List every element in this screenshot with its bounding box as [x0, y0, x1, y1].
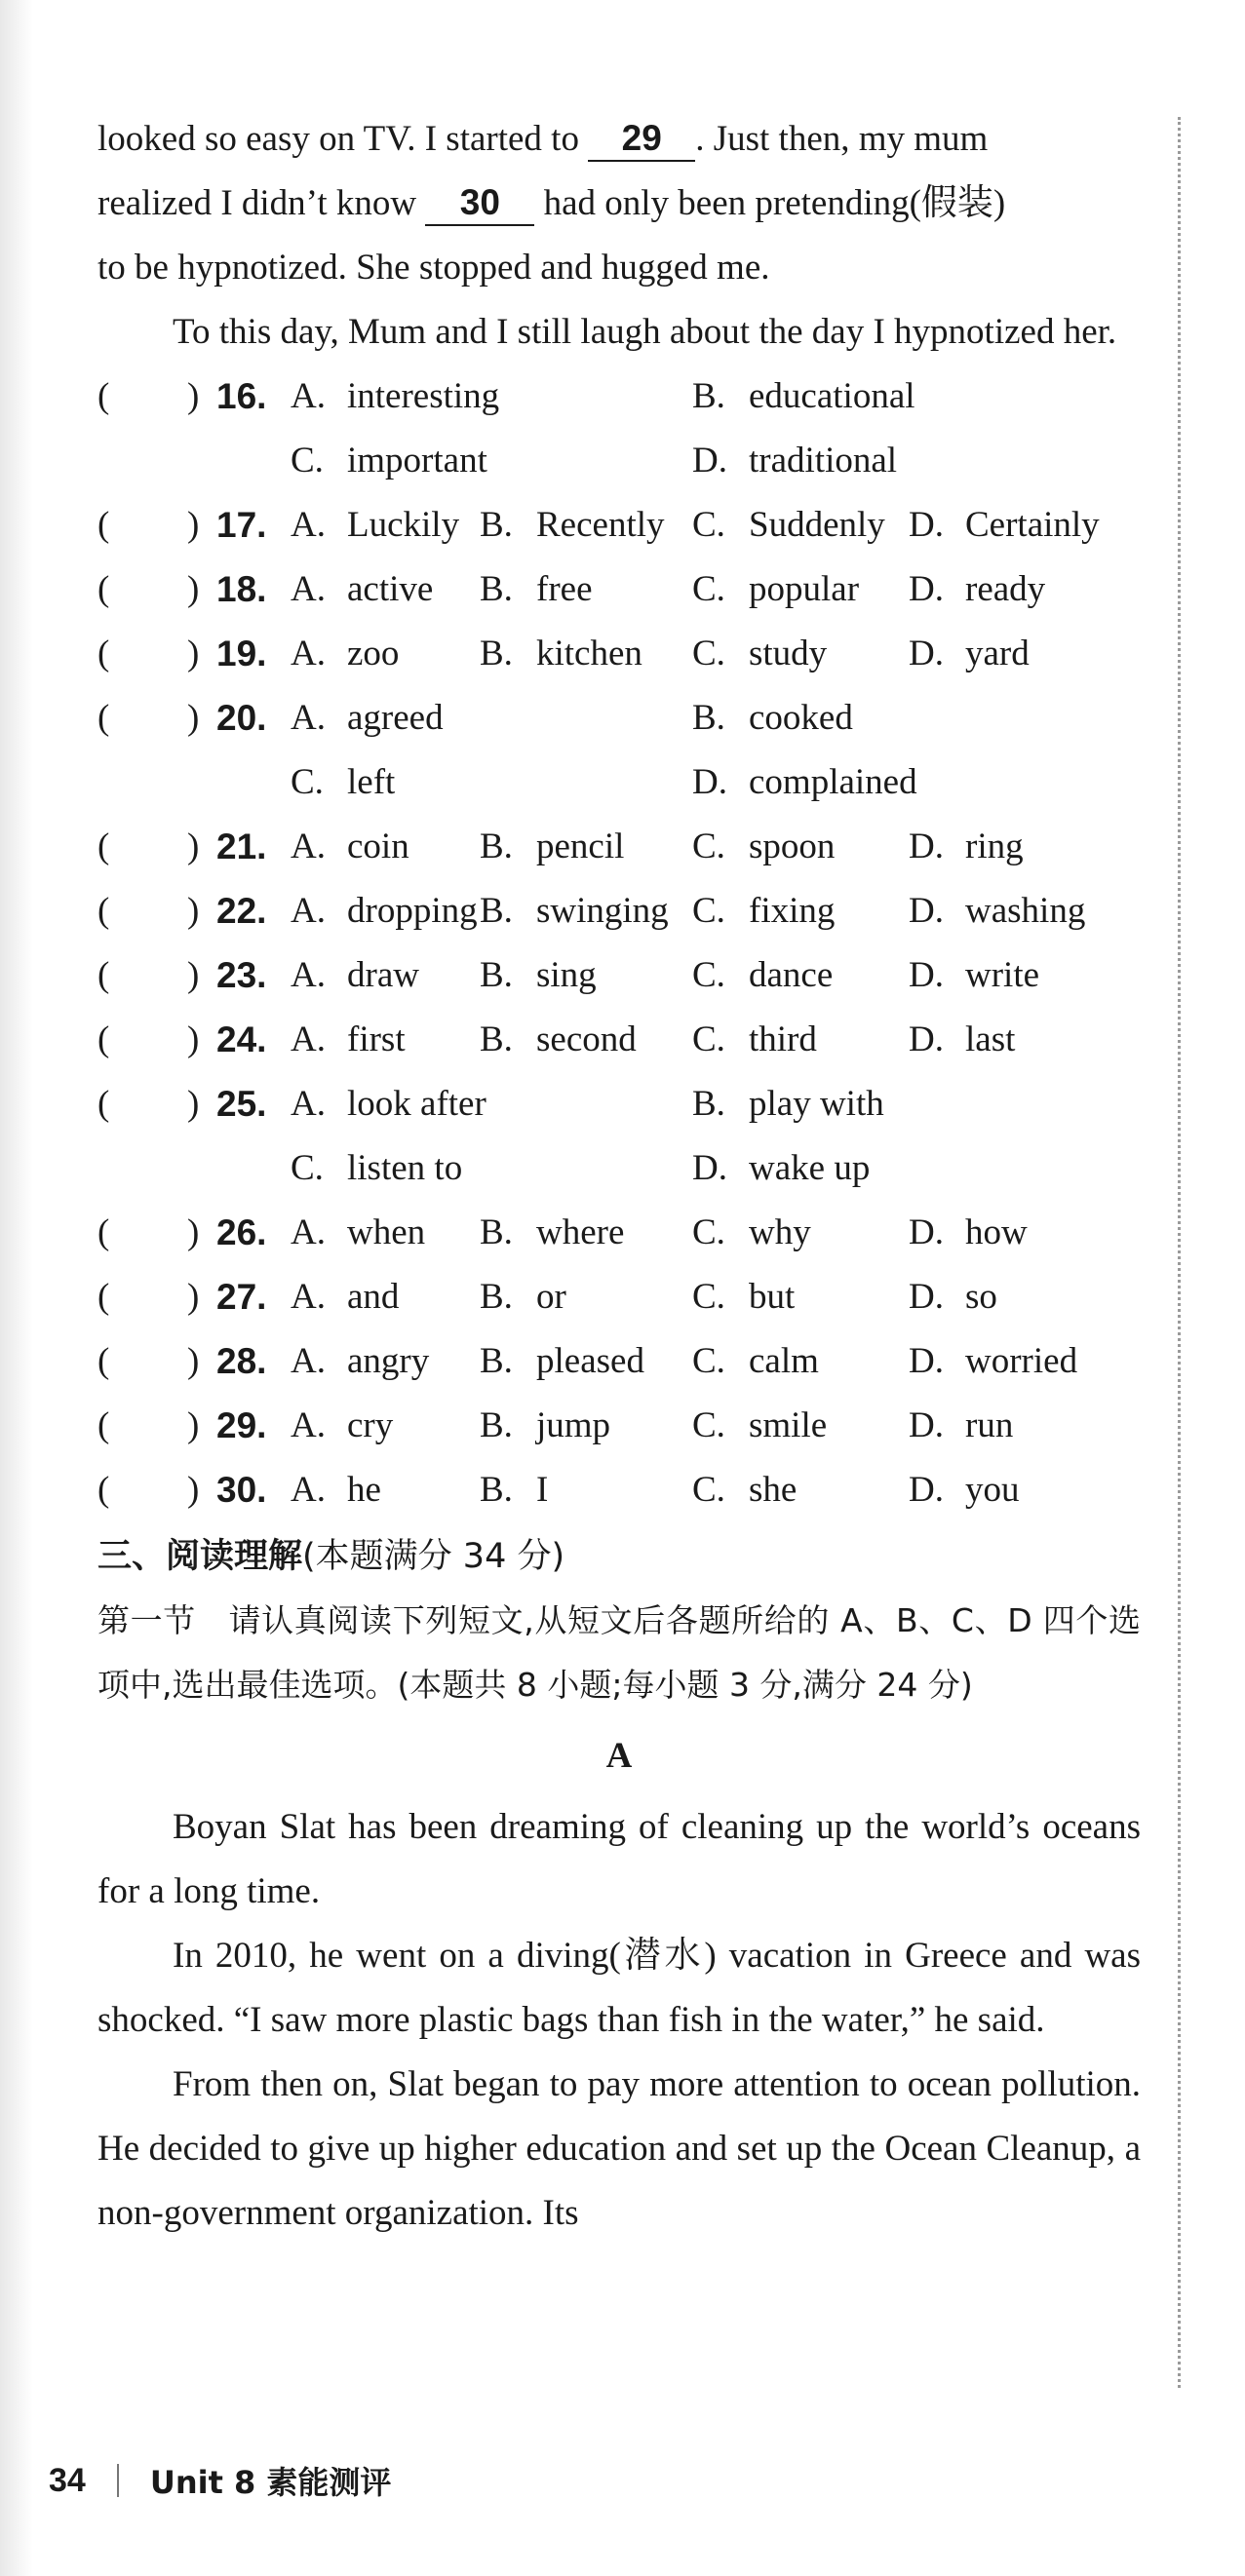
option-text: yard — [965, 634, 1030, 673]
question-number: 21. — [216, 827, 267, 866]
question-number: 25. — [216, 1084, 267, 1124]
option-letter: C. — [692, 634, 725, 673]
answer-paren-right: ) — [187, 1277, 200, 1317]
option-d[interactable] — [909, 493, 1100, 557]
option-letter: D. — [909, 1405, 944, 1445]
question-row — [97, 1329, 1141, 1394]
option-text: spoon — [749, 827, 836, 866]
answer-paren-left: ( — [97, 1341, 110, 1381]
option-letter: D. — [909, 1341, 944, 1381]
option-text: or — [536, 1277, 566, 1317]
option-text: smile — [749, 1405, 828, 1445]
option-text: second — [536, 1019, 637, 1059]
option-a[interactable] — [291, 622, 399, 686]
option-text: why — [749, 1212, 811, 1252]
option-d[interactable] — [909, 1329, 1077, 1394]
question-row — [97, 1265, 1141, 1329]
option-letter: B. — [692, 376, 725, 416]
option-letter: D. — [692, 762, 727, 802]
option-text: draw — [347, 955, 419, 995]
option-text: agreed — [347, 698, 444, 738]
option-text: Certainly — [965, 505, 1100, 545]
answer-box[interactable] — [115, 694, 183, 743]
answer-paren-right: ) — [187, 1212, 200, 1252]
option-letter: D. — [909, 634, 944, 673]
question-number: 29. — [216, 1405, 267, 1445]
option-d[interactable] — [692, 429, 897, 493]
option-letter: D. — [909, 891, 944, 931]
option-text: left — [347, 762, 396, 802]
option-letter: C. — [291, 762, 324, 802]
option-c[interactable] — [692, 1008, 817, 1072]
option-d[interactable] — [692, 1136, 870, 1201]
answer-paren-left: ( — [97, 827, 110, 866]
option-letter: A. — [291, 827, 326, 866]
option-letter: B. — [480, 891, 513, 931]
question-number: 26. — [216, 1212, 267, 1252]
option-letter: B. — [480, 1277, 513, 1317]
text-segment: to be hypnotized. She stopped and hugged me. — [97, 248, 770, 288]
option-d[interactable] — [909, 1008, 1015, 1072]
answer-box[interactable] — [115, 565, 183, 614]
option-letter: C. — [291, 441, 324, 481]
option-letter: B. — [480, 1405, 513, 1445]
answer-box[interactable] — [115, 1209, 183, 1257]
option-text: where — [536, 1212, 625, 1252]
option-text: Luckily — [347, 505, 460, 545]
option-text: traditional — [749, 441, 898, 481]
option-a[interactable] — [291, 557, 433, 622]
option-c[interactable] — [692, 493, 885, 557]
answer-box[interactable] — [115, 630, 183, 678]
option-letter: C. — [692, 1405, 725, 1445]
answer-paren-right: ) — [187, 1405, 200, 1445]
option-text: kitchen — [536, 634, 642, 673]
option-letter: A. — [291, 1019, 326, 1059]
option-letter: D. — [909, 1212, 944, 1252]
question-number: 30. — [216, 1470, 267, 1510]
option-b[interactable] — [692, 1072, 884, 1136]
option-text: play with — [749, 1084, 884, 1124]
option-letter: C. — [692, 1212, 725, 1252]
answer-paren-left: ( — [97, 1212, 110, 1252]
question-row-continued — [97, 1136, 1141, 1201]
option-text: jump — [536, 1405, 611, 1445]
option-text: pencil — [536, 827, 625, 866]
option-text: and — [347, 1277, 400, 1317]
option-a[interactable] — [291, 365, 499, 429]
option-text: listen to — [347, 1148, 463, 1188]
option-letter: C. — [692, 827, 725, 866]
page-edge-shadow — [0, 0, 33, 2576]
option-c[interactable] — [692, 1265, 795, 1329]
option-b[interactable] — [480, 557, 593, 622]
option-letter: D. — [909, 1019, 944, 1059]
option-a[interactable] — [291, 1394, 393, 1458]
option-letter: D. — [909, 505, 944, 545]
option-text: he — [347, 1470, 381, 1510]
option-d[interactable] — [909, 943, 1039, 1008]
option-text: dance — [749, 955, 834, 995]
answer-paren-left: ( — [97, 698, 110, 738]
answer-paren-right: ) — [187, 827, 200, 866]
question-number: 28. — [216, 1341, 267, 1381]
option-letter: D. — [909, 1470, 944, 1510]
answer-paren-left: ( — [97, 505, 110, 545]
option-c[interactable] — [692, 1458, 797, 1522]
option-b[interactable] — [480, 1458, 548, 1522]
option-b[interactable] — [480, 493, 665, 557]
option-letter: D. — [909, 827, 944, 866]
option-letter: C. — [692, 1341, 725, 1381]
option-c[interactable] — [692, 1329, 819, 1394]
option-text: look after — [347, 1084, 486, 1124]
option-text: zoo — [347, 634, 400, 673]
option-text: but — [749, 1277, 796, 1317]
option-c[interactable] — [291, 750, 395, 815]
answer-paren-right: ) — [187, 505, 200, 545]
question-number: 24. — [216, 1019, 267, 1059]
answer-box[interactable] — [115, 951, 183, 1000]
option-text: important — [347, 441, 487, 481]
question-number: 27. — [216, 1277, 267, 1317]
text-segment: had only been pretending(假装) — [534, 183, 1006, 223]
option-letter: A. — [291, 634, 326, 673]
option-text: third — [749, 1019, 817, 1059]
answer-box[interactable] — [115, 1080, 183, 1129]
cloze-question-list — [97, 365, 1141, 1522]
answer-paren-right: ) — [187, 955, 200, 995]
text-segment: . Just then, my mum — [695, 119, 989, 159]
text-segment: looked so easy on TV. I started to — [97, 119, 589, 159]
option-d[interactable] — [909, 815, 1024, 879]
question-row — [97, 1458, 1141, 1522]
option-d[interactable] — [909, 557, 1045, 622]
question-row — [97, 1008, 1141, 1072]
option-letter: A. — [291, 955, 326, 995]
option-d[interactable] — [909, 1201, 1028, 1265]
option-text: last — [965, 1019, 1016, 1059]
page-content — [97, 107, 1141, 2246]
answer-paren-right: ) — [187, 569, 200, 609]
option-b[interactable] — [480, 1394, 610, 1458]
option-b[interactable] — [692, 686, 853, 750]
question-number: 16. — [216, 376, 267, 416]
option-c[interactable] — [692, 1201, 811, 1265]
answer-paren-left: ( — [97, 1277, 110, 1317]
option-b[interactable] — [692, 365, 915, 429]
option-letter: B. — [480, 1341, 513, 1381]
option-text: worried — [965, 1341, 1078, 1381]
answer-paren-right: ) — [187, 634, 200, 673]
option-letter: D. — [909, 1277, 944, 1317]
section-heading — [97, 1524, 1141, 1589]
option-text: cry — [347, 1405, 394, 1445]
text-segment: realized I didn’t know — [97, 183, 426, 223]
option-text: Suddenly — [749, 505, 885, 545]
page-footer — [49, 2456, 391, 2505]
answer-paren-right: ) — [187, 1341, 200, 1381]
section-title: 三、阅读理解 — [97, 1537, 303, 1576]
option-text: first — [347, 1019, 406, 1059]
option-text: active — [347, 569, 434, 609]
option-text: so — [965, 1277, 997, 1317]
option-letter: C. — [692, 569, 725, 609]
option-text: ring — [965, 827, 1024, 866]
answer-paren-left: ( — [97, 634, 110, 673]
option-a[interactable] — [291, 1458, 381, 1522]
option-a[interactable] — [291, 493, 459, 557]
option-text: wake up — [749, 1148, 871, 1188]
answer-paren-right: ) — [187, 698, 200, 738]
option-text: run — [965, 1405, 1014, 1445]
option-d[interactable] — [909, 622, 1030, 686]
option-text: ready — [965, 569, 1046, 609]
option-text: angry — [347, 1341, 430, 1381]
option-letter: B. — [480, 827, 513, 866]
option-c[interactable] — [291, 429, 487, 493]
option-text: when — [347, 1212, 426, 1252]
question-row — [97, 1072, 1141, 1136]
answer-paren-left: ( — [97, 376, 110, 416]
option-letter: A. — [291, 891, 326, 931]
answer-paren-left: ( — [97, 1470, 110, 1510]
section-instruction: 第一节 请认真阅读下列短文,从短文后各题所给的 A、B、C、D 四个选项中,选出最佳选项。(本题共 8 小题;每小题 3 分,满分 24 分) — [97, 1601, 1141, 1704]
answer-paren-left: ( — [97, 569, 110, 609]
option-text: complained — [749, 762, 917, 802]
option-letter: A. — [291, 1405, 326, 1445]
blank-29[interactable]: 29 — [588, 113, 695, 162]
passage-paragraph-2: In 2010, he went on a diving(潜水) vacation in Greece and was shocked. “I saw more plastic bags than fish in the water,” he said. — [97, 1936, 1141, 2040]
answer-box[interactable] — [115, 823, 183, 871]
answer-paren-left: ( — [97, 891, 110, 931]
answer-paren-left: ( — [97, 955, 110, 995]
option-letter: B. — [692, 1084, 725, 1124]
option-text: free — [536, 569, 593, 609]
option-b[interactable] — [480, 1329, 644, 1394]
option-text: educational — [749, 376, 915, 416]
option-text: fixing — [749, 891, 836, 931]
answer-paren-left: ( — [97, 1019, 110, 1059]
question-row-continued — [97, 750, 1141, 815]
option-d[interactable] — [909, 1394, 1013, 1458]
question-row — [97, 815, 1141, 879]
option-letter: C. — [692, 1470, 725, 1510]
option-letter: C. — [692, 505, 725, 545]
answer-paren-right: ) — [187, 1470, 200, 1510]
option-b[interactable] — [480, 1008, 637, 1072]
footer-separator — [117, 2464, 119, 2497]
option-letter: B. — [480, 1470, 513, 1510]
page-number: 34 — [49, 2461, 86, 2499]
question-row — [97, 493, 1141, 557]
option-letter: A. — [291, 698, 326, 738]
option-c[interactable] — [692, 879, 835, 943]
answer-paren-right: ) — [187, 1084, 200, 1124]
option-text: dropping — [347, 891, 478, 931]
option-letter: D. — [692, 1148, 727, 1188]
option-a[interactable] — [291, 686, 444, 750]
option-text: swinging — [536, 891, 669, 931]
question-number: 17. — [216, 505, 267, 545]
answer-box[interactable] — [115, 887, 183, 936]
passage-title: A — [605, 1736, 633, 1776]
question-row — [97, 365, 1141, 429]
passage-closing-paragraph: To this day, Mum and I still laugh about the day I hypnotized her. — [173, 312, 1117, 352]
option-text: how — [965, 1212, 1028, 1252]
answer-paren-left: ( — [97, 1405, 110, 1445]
option-letter: D. — [692, 441, 727, 481]
option-c[interactable] — [692, 815, 835, 879]
option-text: coin — [347, 827, 409, 866]
blank-30[interactable]: 30 — [425, 177, 534, 226]
option-d[interactable] — [692, 750, 917, 815]
option-c[interactable] — [291, 1136, 462, 1201]
option-text: you — [965, 1470, 1020, 1510]
question-row — [97, 943, 1141, 1008]
answer-paren-right: ) — [187, 376, 200, 416]
question-row — [97, 1201, 1141, 1265]
option-letter: B. — [480, 1212, 513, 1252]
question-number: 20. — [216, 698, 267, 738]
option-letter: A. — [291, 569, 326, 609]
option-letter: B. — [480, 1019, 513, 1059]
option-c[interactable] — [692, 1394, 827, 1458]
option-b[interactable] — [480, 815, 624, 879]
option-d[interactable] — [909, 879, 1085, 943]
option-text: I — [536, 1470, 549, 1510]
option-letter: D. — [909, 569, 944, 609]
option-letter: C. — [692, 1019, 725, 1059]
option-text: calm — [749, 1341, 819, 1381]
question-row — [97, 1394, 1141, 1458]
option-text: study — [749, 634, 828, 673]
option-text: interesting — [347, 376, 500, 416]
option-a[interactable] — [291, 943, 419, 1008]
option-letter: C. — [692, 955, 725, 995]
option-a[interactable] — [291, 815, 409, 879]
question-row — [97, 557, 1141, 622]
option-letter: B. — [480, 505, 513, 545]
option-text: pleased — [536, 1341, 644, 1381]
answer-paren-right: ) — [187, 891, 200, 931]
option-b[interactable] — [480, 879, 669, 943]
option-letter: A. — [291, 505, 326, 545]
answer-box[interactable] — [115, 372, 183, 421]
answer-box[interactable] — [115, 1466, 183, 1515]
option-letter: A. — [291, 1212, 326, 1252]
question-number: 22. — [216, 891, 267, 931]
option-d[interactable] — [909, 1458, 1020, 1522]
answer-box[interactable] — [115, 1016, 183, 1064]
option-b[interactable] — [480, 1265, 566, 1329]
passage-paragraph-1: Boyan Slat has been dreaming of cleaning up the world’s oceans for a long time. — [97, 1807, 1141, 1911]
option-b[interactable] — [480, 943, 597, 1008]
question-number: 19. — [216, 634, 267, 673]
option-text: popular — [749, 569, 860, 609]
option-a[interactable] — [291, 1072, 486, 1136]
option-letter: B. — [692, 698, 725, 738]
option-letter: C. — [692, 891, 725, 931]
option-letter: D. — [909, 955, 944, 995]
question-row — [97, 686, 1141, 750]
option-d[interactable] — [909, 1265, 997, 1329]
answer-paren-right: ) — [187, 1019, 200, 1059]
answer-box[interactable] — [115, 1402, 183, 1450]
question-number: 23. — [216, 955, 267, 995]
answer-box[interactable] — [115, 1337, 183, 1386]
option-a[interactable] — [291, 1008, 406, 1072]
option-c[interactable] — [692, 557, 859, 622]
option-text: cooked — [749, 698, 853, 738]
option-text: washing — [965, 891, 1086, 931]
option-b[interactable] — [480, 622, 642, 686]
question-row — [97, 622, 1141, 686]
question-row — [97, 879, 1141, 943]
answer-box[interactable] — [115, 1273, 183, 1322]
option-text: write — [965, 955, 1040, 995]
option-a[interactable] — [291, 1265, 399, 1329]
option-letter: C. — [291, 1148, 324, 1188]
option-letter: A. — [291, 1470, 326, 1510]
answer-paren-left: ( — [97, 1084, 110, 1124]
option-letter: B. — [480, 955, 513, 995]
option-c[interactable] — [692, 622, 827, 686]
option-a[interactable] — [291, 1329, 429, 1394]
option-letter: C. — [692, 1277, 725, 1317]
binding-dashed-line — [1178, 117, 1181, 2388]
option-text: Recently — [536, 505, 665, 545]
question-row-continued — [97, 429, 1141, 493]
option-a[interactable] — [291, 879, 478, 943]
option-letter: A. — [291, 376, 326, 416]
passage-continuation — [97, 107, 1141, 300]
option-letter: A. — [291, 1277, 326, 1317]
option-c[interactable] — [692, 943, 833, 1008]
passage-paragraph-3: From then on, Slat began to pay more attention to ocean pollution. He decided to give up higher education and set up the Ocean Cleanup, a non-government organization. Its — [97, 2064, 1141, 2233]
option-letter: B. — [480, 634, 513, 673]
unit-label: Unit 8 素能测评 — [149, 2464, 392, 2501]
section-score: (本题满分 34 分) — [302, 1537, 565, 1576]
option-b[interactable] — [480, 1201, 624, 1265]
option-letter: B. — [480, 569, 513, 609]
question-number: 18. — [216, 569, 267, 609]
option-letter: A. — [291, 1341, 326, 1381]
option-text: she — [749, 1470, 798, 1510]
answer-box[interactable] — [115, 501, 183, 550]
option-a[interactable] — [291, 1201, 425, 1265]
option-text: sing — [536, 955, 597, 995]
option-letter: A. — [291, 1084, 326, 1124]
